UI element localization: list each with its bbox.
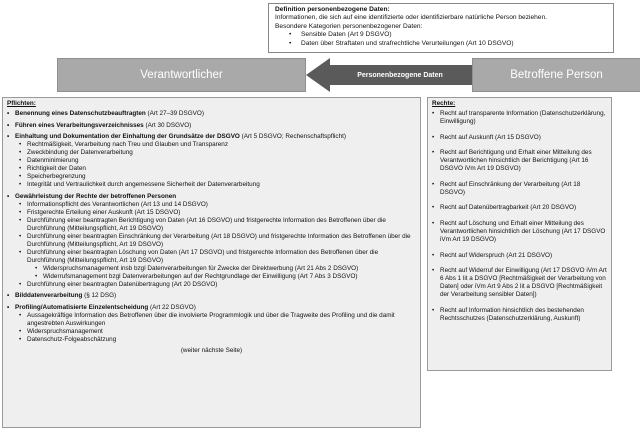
duty-item: • Speicherbegrenzung (7, 173, 416, 181)
duty-item: • Fristgerechte Erteilung einer Auskunft (Art 15 DSGVO) (7, 209, 416, 217)
duty-section (7, 193, 416, 289)
duty-section (7, 304, 416, 344)
duty-heading: • Benennung eines Datenschutzbeauftragten (Art 27–39 DSGVO) (7, 110, 416, 118)
duty-subitem: • Widerspruchsmanagement insb bzgl Datenverarbeitungen für Zwecke der Direktwerbung (Art 21 Abs 2 DSGVO) (7, 265, 416, 273)
definition-text: Informationen, die sich auf eine identifizierte oder identifizierbare natürliche Person beziehen. (275, 14, 547, 22)
duty-item: • Datenminimierung (7, 157, 416, 165)
duty-heading: • Bilddatenverarbeitung (§ 12 DSG) (7, 292, 416, 300)
right-item: • Recht auf Widerruf der Einwilligung (Art 17 DSGVO iVm Art 6 Abs 1 lit a DSGVO [Rechtmäßigkeit der Verarbeitung von Daten] oder iVm Art 9 Abs 2 lit a DSGVO [Rechtmäßigkeit der Verarbeitung sensibler Daten]) (432, 267, 607, 299)
duty-item: • Integrität und Vertraulichkeit durch angemessene Sicherheit der Datenverarbeitung (7, 181, 416, 189)
definition-box (268, 3, 614, 53)
duties-panel (2, 97, 421, 428)
right-item: • Recht auf Berichtigung und Erhalt einer Mitteilung des Verantwortlichen hinsichtlich der Berichtigung (Art 16 DSGVO iVm Art 19 DSGVO) (432, 149, 607, 173)
duty-item: • Aussagekräftige Information des Betroffenen über die involvierte Programmlogik und über die Tragweite des Profiling und die damit angestrebten Auswirkungen (7, 312, 416, 328)
right-item: • Recht auf Auskunft (Art 15 DSGVO) (432, 134, 607, 142)
duty-heading: • Profiling/Automatisierte Einzelentscheidung (Art 22 DSGVO) (7, 304, 416, 312)
duty-heading: • Einhaltung und Dokumentation der Einhaltung der Grundsätze der DSGVO (Art 5 DSGVO; Rechenschaftspflicht) (7, 133, 416, 141)
special-categories-list (275, 31, 607, 48)
right-item: • Recht auf Datenübertragbarkeit (Art 20 DSGVO) (432, 204, 607, 212)
duties-title: Pflichten: (7, 100, 36, 107)
continued-note: (weiter nächste Seite) (180, 347, 243, 354)
controller-header: Verantwortlicher (57, 58, 306, 92)
duty-section (7, 292, 416, 300)
duty-section (7, 110, 416, 118)
right-item: • Recht auf Löschung und Erhalt einer Mitteilung des Verantwortlichen hinsichtlich der Löschung (Art 17 DSGVO iVm Art 19 DSGVO) (432, 220, 607, 244)
duty-item: • Durchführung einer beantragten Berichtigung von Daten (Art 16 DSGVO) und fristgerechte Information des Betroffenen über die Durchführung (Mitteilungspflicht, Art 19 DSGVO) (7, 217, 416, 233)
duty-item: • Zweckbindung der Datenverarbeitung (7, 149, 416, 157)
duty-item: • Durchführung einer beantragten Datenübertragung (Art 20 DSGVO) (7, 281, 416, 289)
special-category-item: • Sensible Daten (Art 9 DSGVO) (301, 31, 607, 39)
duty-item: • Datenschutz-Folgeabschätzung (7, 336, 416, 344)
rights-title: Rechte: (432, 100, 456, 107)
right-item: • Recht auf Information hinsichtlich des bestehenden Rechtsschutzes (Datenschutzerklärung, Auskunft) (432, 307, 607, 323)
definition-title: Definition personenbezogene Daten: (275, 6, 390, 13)
duty-item: • Richtigkeit der Daten (7, 165, 416, 173)
duty-item: • Durchführung einer beantragten Löschung von Daten (Art 17 DSGVO) und fristgerechte Information des Betroffenen über die Durchführung (Mitteilungspflicht, Art 19 DSGVO) (7, 249, 416, 265)
duty-item: • Rechtmäßigkeit, Verarbeitung nach Treu und Glauben und Transparenz (7, 141, 416, 149)
special-categories-heading: Besondere Kategorien personenbezogener Daten: (275, 22, 423, 30)
duty-section (7, 133, 416, 189)
duty-item: • Informationspflicht des Verantwortlichen (Art 13 und 14 DSGVO) (7, 201, 416, 209)
right-item: • Recht auf transparente Information (Datenschutzerklärung, Einwilligung) (432, 110, 607, 126)
duty-heading: • Gewährleistung der Rechte der betroffenen Personen (7, 193, 416, 201)
data-subject-header: Betroffene Person (472, 58, 640, 92)
rights-panel (427, 97, 612, 371)
duty-heading: • Führen eines Verarbeitungsverzeichnisses (Art 30 DSGVO) (7, 122, 416, 130)
data-flow-arrow (306, 58, 472, 92)
special-category-item: • Daten über Straftaten und strafrechtliche Verurteilungen (Art 10 DSGVO) (301, 40, 607, 48)
right-item: • Recht auf Widerspruch (Art 21 DSGVO) (432, 252, 607, 260)
right-item: • Recht auf Einschränkung der Verarbeitung (Art 18 DSGVO) (432, 181, 607, 197)
duty-subitem: • Widerrufsmanagement bzgl Datenverarbeitungen auf der Rechtgrundlage der Einwilligung (Art 7 Abs 3 DSGVO) (7, 273, 416, 281)
duty-item: • Widerspruchsmanagement (7, 328, 416, 336)
duty-item: • Durchführung einer beantragten Einschränkung der Verarbeitung (Art 18 DSGVO) und fristgerechte Information des Betroffenen über die Durchführung (Mitteilungspflicht, Art 19 DSGVO) (7, 233, 416, 249)
data-flow-label: Personenbezogene Daten (357, 71, 443, 79)
duty-section (7, 122, 416, 130)
